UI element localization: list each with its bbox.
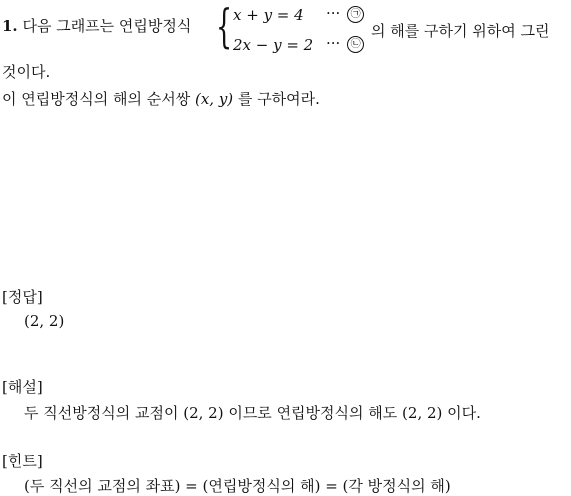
equation-1-marker xyxy=(326,4,364,23)
question-line-3-text-b: 를 구하여라. xyxy=(237,90,320,108)
explanation-point-2: (2, 2) xyxy=(402,404,443,422)
equation-2-label: ㉡ xyxy=(347,36,364,53)
explanation-text-c: 이다. xyxy=(447,404,481,422)
system-brace: { xyxy=(216,0,233,53)
question-number: 1. xyxy=(2,17,18,35)
question-line-3-text-a: 이 연립방정식의 해의 순서쌍 xyxy=(2,90,191,108)
hint-label: [힌트] xyxy=(2,452,43,470)
answer-value: (2, 2) xyxy=(24,312,65,330)
equation-2-dots: ··· xyxy=(326,34,341,52)
question-line-3 xyxy=(2,88,320,109)
answer-label: [정답] xyxy=(2,288,43,306)
equation-1-text: x + y = 4 xyxy=(233,6,304,24)
equation-2-marker xyxy=(326,34,364,53)
explanation-text-b: 이므로 연립방정식의 해도 xyxy=(228,404,398,422)
equation-2 xyxy=(233,36,313,54)
question-line-1 xyxy=(2,15,191,36)
explanation-text-a: 두 직선방정식의 교점이 xyxy=(24,404,179,422)
explanation-label: [해설] xyxy=(2,378,43,396)
equation-2-text: 2x − y = 2 xyxy=(233,36,314,54)
equation-1 xyxy=(233,6,304,24)
question-intro: 다음 그래프는 연립방정식 xyxy=(22,17,192,35)
hint-text: (두 직선의 교점의 좌표) = (연립방정식의 해) = (각 방정식의 해) xyxy=(24,477,451,495)
equation-1-label: ㉠ xyxy=(347,6,364,23)
explanation-text xyxy=(24,402,481,423)
explanation-point: (2, 2) xyxy=(183,404,224,422)
equation-1-dots: ··· xyxy=(326,4,341,22)
ordered-pair: (x, y) xyxy=(194,90,234,108)
question-line-2: 것이다. xyxy=(2,63,51,81)
question-after-system: 의 해를 구하기 위하여 그린 xyxy=(371,22,550,40)
